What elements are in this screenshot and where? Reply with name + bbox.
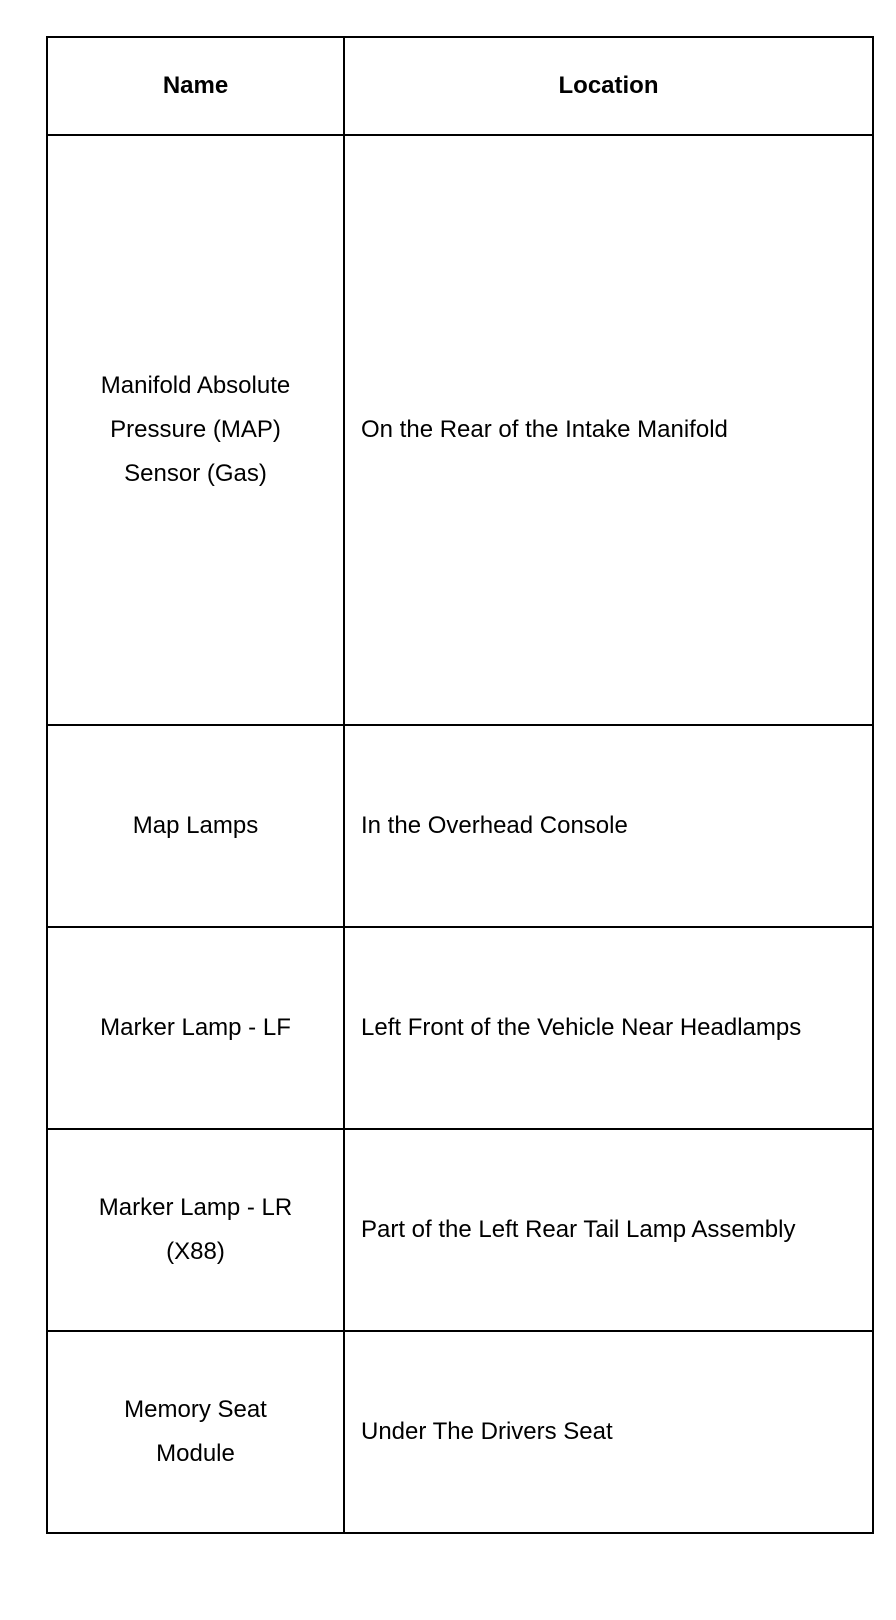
row-location-cell: Under The Drivers Seat	[344, 1331, 873, 1533]
table-header-row	[47, 37, 873, 135]
row-location-cell: In the Overhead Console	[344, 725, 873, 927]
table-row	[47, 725, 873, 927]
row-name-cell	[47, 927, 344, 1129]
component-location-table	[46, 36, 874, 1534]
row-name-line: Manifold Absolute	[100, 372, 291, 399]
row-name-line: Marker Lamp - LR	[98, 1194, 293, 1221]
row-name-cell	[47, 725, 344, 927]
row-name-line: Module	[156, 1440, 235, 1467]
row-location-cell: On the Rear of the Intake Manifold	[344, 135, 873, 725]
row-name-line: Marker Lamp - LF	[100, 1014, 291, 1041]
row-name-cell	[47, 1331, 344, 1533]
row-name-line: Pressure (MAP)	[110, 416, 281, 443]
table-row	[47, 1129, 873, 1331]
row-name-cell	[47, 1129, 344, 1331]
row-location-cell: Left Front of the Vehicle Near Headlamps	[344, 927, 873, 1129]
table-row	[47, 927, 873, 1129]
header-location: Location	[344, 37, 873, 135]
table-row	[47, 135, 873, 725]
row-name-line: Memory Seat	[124, 1396, 267, 1423]
table-row	[47, 1331, 873, 1533]
row-name-cell	[47, 135, 344, 725]
row-location-cell: Part of the Left Rear Tail Lamp Assembly	[344, 1129, 873, 1331]
row-name-line: Map Lamps	[132, 812, 259, 839]
row-name-line: (X88)	[166, 1238, 225, 1265]
row-name-line: Sensor (Gas)	[124, 460, 267, 487]
header-name: Name	[47, 37, 344, 135]
